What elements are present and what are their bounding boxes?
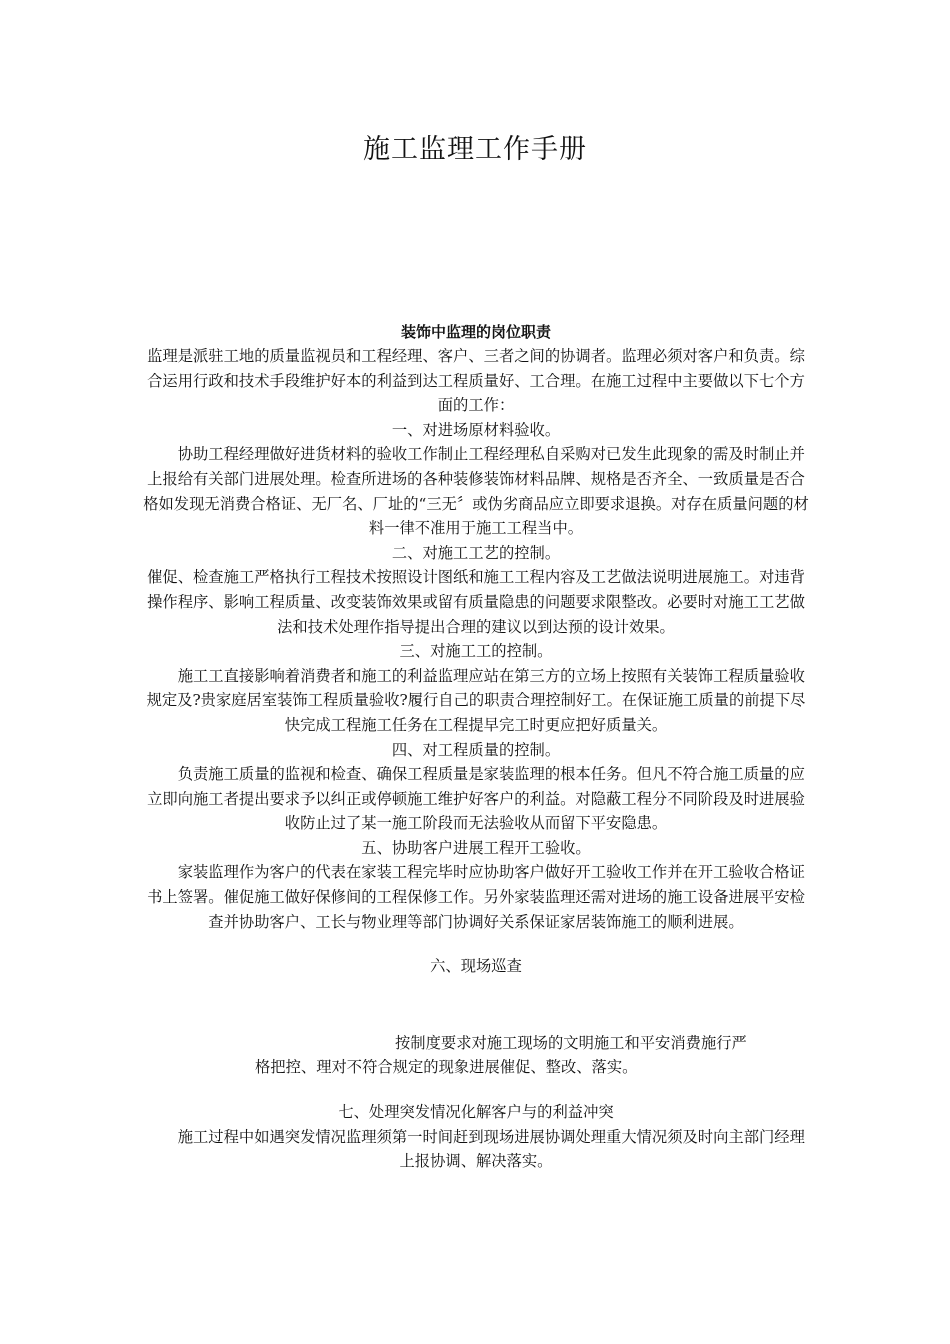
section-heading: 五、协助客户进展工程开工验收。 [361,838,591,857]
document-body [140,320,812,1174]
section-heading: 四、对工程质量的控制。 [391,740,561,759]
intro-paragraph: 监理是派驻工地的质量监视员和工程经理、客户、三者之间的协调者。监理必须对客户和负责。综合运用行政和技术手段维护好本的利益到达工程质量好、工合理。在施工过程中主要做以下七个方面的工作： [147,347,805,415]
section-body [140,1031,812,1080]
section-body: 施工工直接影响着消费者和施工的利益监理应站在第三方的立场上按照有关装饰工程质量验收规定及?贵家庭居室装饰工程质量验收?履行自己的职责合理控制好工。在保证施工质量的前提下尽快完成工程施工任务在工程提早完工时更应把好质量关。 [146,666,806,734]
section-heading: 一、对进场原材料验收。 [391,420,561,439]
section-body: 催促、检查施工严格执行工程技术按照设计图纸和施工工程内容及工艺做法说明进展施工。对违背操作程序、影响工程质量、改变装饰效果或留有质量隐患的问题要求限整改。必要时对施工工艺做法和技术处理作指导提出合理的建议以到达预的设计效果。 [147,568,805,636]
section-heading: 二、对施工工艺的控制。 [391,543,561,562]
section-body: 负责施工质量的监视和检查、确保工程质量是家装监理的根本任务。但凡不符合施工质量的应立即向施工者提出要求予以纠正或停顿施工维护好客户的利益。对隐蔽工程分不同阶段及时进展验收防止过了某一施工阶段而无法验收从而留下平安隐患。 [147,765,805,833]
section-body: 施工过程中如遇突发情况监理须第一时间赶到现场进展协调处理重大情况须及时向主部门经理上报协调、解决落实。 [177,1127,805,1171]
section-heading: 六、现场巡查 [430,957,522,976]
section-heading: 三、对施工工的控制。 [399,642,553,661]
section-body-line: 格把控、理对不符合规定的现象进展催促、整改、落实。 [255,1058,638,1077]
document-title: 施工监理工作手册 [363,134,587,165]
section-body-line: 按制度要求对施工现场的文明施工和平安消费施行严 [395,1033,747,1052]
section-heading: 七、处理突发情况化解客户与的利益冲突 [338,1103,614,1122]
role-heading: 装饰中监理的岗位职责 [400,323,551,341]
section-body: 家装监理作为客户的代表在家装工程完毕时应协助客户做好开工验收工作并在开工验收合格证书上签署。催促施工做好保修间的工程保修工作。另外家装监理还需对进场的施工设备进展平安检查并协助客户、工长与物业理等部门协调好关系保证家居装饰施工的顺利进展。 [147,863,805,931]
section-body: 协助工程经理做好进货材料的验收工作制止工程经理私自采购对已发生此现象的需及时制止并上报给有关部门进展处理。检查所进场的各种装修装饰材料品牌、规格是否齐全、一致质量是否合格如发现无消费合格证、无厂名、厂址的“三无〞或伪劣商品应立即要求退换。对存在质量问题的材料一律不准用于施工工程当中。 [143,445,809,538]
